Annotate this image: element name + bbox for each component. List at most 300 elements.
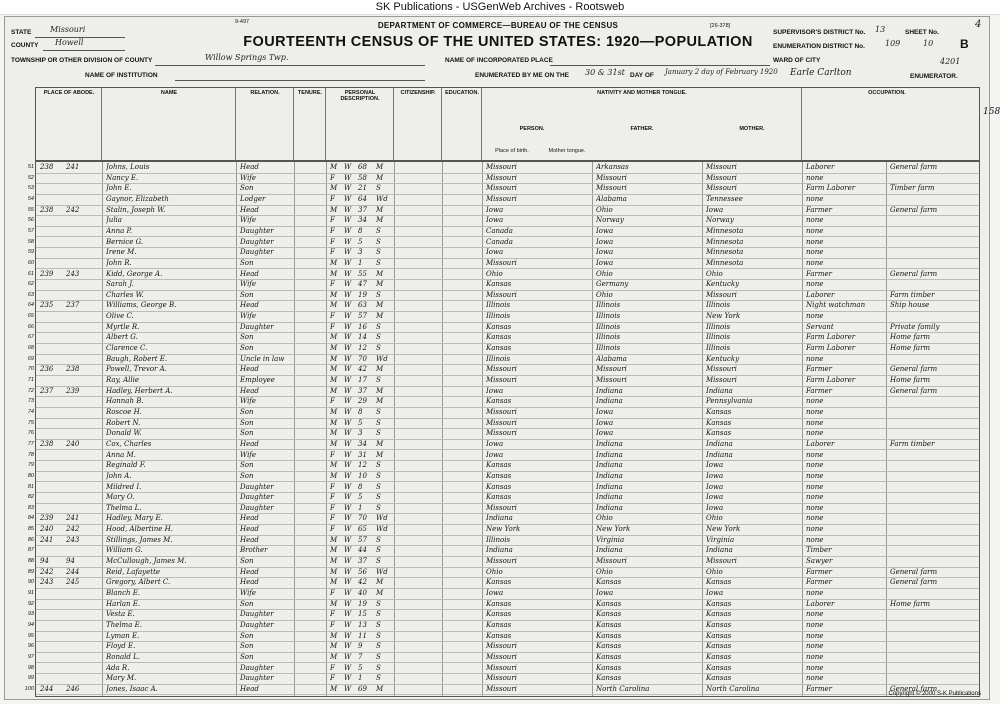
- cell-house: 242: [40, 567, 54, 576]
- enumerator-label: ENUMERATOR.: [910, 73, 958, 80]
- cell-birth: Illinois: [486, 535, 511, 544]
- cell-birth: Missouri: [486, 407, 517, 416]
- line-number: 58: [27, 238, 34, 245]
- cell-birth: Missouri: [486, 184, 517, 193]
- cell-mother: New York: [706, 525, 741, 534]
- cell-father: Ohio: [596, 514, 613, 523]
- cell-race: W: [344, 599, 352, 608]
- cell-house: 238: [40, 439, 54, 448]
- cell-industry: General farm: [890, 365, 938, 374]
- cell-mother: Minnesota: [706, 258, 744, 267]
- cell-relation: Son: [240, 290, 254, 299]
- cell-father: Kansas: [596, 663, 622, 672]
- cell-birth: Iowa: [486, 248, 504, 257]
- cell-mother: Kansas: [706, 674, 732, 683]
- cell-birth: Missouri: [486, 429, 517, 438]
- cell-sex: M: [330, 557, 338, 566]
- cell-name: Mary O.: [106, 493, 135, 502]
- cell-sex: F: [330, 312, 335, 321]
- cell-age: 37: [358, 205, 367, 214]
- line-number: 65: [27, 313, 34, 320]
- cell-family: 94: [66, 557, 75, 566]
- cell-race: W: [344, 684, 352, 693]
- line-number: 91: [27, 590, 34, 596]
- cell-mother: Iowa: [706, 482, 724, 491]
- line-number: 73: [27, 398, 34, 405]
- cell-occupation: none: [806, 610, 824, 619]
- cell-age: 7: [358, 652, 363, 661]
- cell-age: 8: [358, 407, 363, 416]
- cell-name: John A.: [106, 471, 132, 480]
- cell-occupation: Farm Laborer: [806, 376, 856, 384]
- cell-age: 1: [358, 503, 363, 512]
- cell-relation: Head: [240, 269, 259, 278]
- cell-marital: M: [376, 163, 384, 171]
- cell-father: New York: [596, 525, 631, 534]
- cell-marital: M: [376, 578, 384, 587]
- line-number: 97: [27, 653, 34, 660]
- cell-relation: Head: [240, 514, 259, 523]
- cell-industry: Ship house: [890, 301, 930, 310]
- cell-industry: General farm: [890, 567, 938, 576]
- cell-birth: Missouri: [486, 652, 517, 661]
- cell-industry: General farm: [890, 269, 938, 278]
- cell-house: 94: [40, 557, 49, 566]
- cell-marital: S: [376, 376, 381, 384]
- cell-marital: S: [376, 610, 381, 619]
- cell-occupation: Farm Laborer: [806, 344, 856, 353]
- cell-marital: S: [376, 258, 381, 267]
- cell-mother: Missouri: [706, 173, 737, 182]
- cell-marital: M: [376, 173, 384, 182]
- group-relation: RELATION.: [250, 90, 280, 96]
- cell-birth: Missouri: [486, 194, 517, 203]
- line-number: 98: [27, 664, 34, 671]
- cell-house: 240: [40, 525, 54, 534]
- group-tenure: TENURE.: [297, 90, 323, 96]
- cell-relation: Daughter: [240, 610, 274, 619]
- cell-name: Floyd E.: [106, 642, 136, 651]
- cell-age: 12: [358, 461, 367, 470]
- cell-occupation: none: [806, 450, 824, 459]
- cell-family: 246: [66, 684, 80, 693]
- cell-house: 238: [40, 163, 54, 171]
- cell-birth: Kansas: [486, 599, 512, 608]
- cell-industry: Farm timber: [890, 290, 935, 299]
- line-number: 51: [27, 164, 34, 170]
- cell-birth: Missouri: [486, 557, 517, 566]
- cell-marital: M: [376, 312, 384, 321]
- cell-name: Robert N.: [106, 418, 141, 427]
- cell-industry: Home farm: [890, 599, 931, 608]
- cell-occupation: none: [806, 525, 824, 534]
- cell-sex: F: [330, 248, 335, 257]
- cell-occupation: Timber: [806, 546, 832, 555]
- cell-sex: M: [330, 652, 338, 661]
- cell-father: Virginia: [596, 535, 625, 544]
- cell-father: Kansas: [596, 674, 622, 683]
- cell-relation: Daughter: [240, 322, 274, 331]
- enumeration-label: ENUMERATION DISTRICT No.: [773, 43, 865, 50]
- cell-occupation: none: [806, 258, 824, 267]
- cell-name: Charles W.: [106, 290, 144, 299]
- cell-race: W: [344, 493, 352, 502]
- cell-family: 240: [66, 439, 80, 448]
- cell-family: 243: [66, 535, 80, 544]
- cell-marital: S: [376, 674, 381, 683]
- cell-father: Iowa: [596, 407, 614, 416]
- cell-race: W: [344, 205, 352, 214]
- cell-sex: M: [330, 429, 338, 438]
- cell-age: 3: [358, 429, 363, 438]
- cell-mother: Kansas: [706, 620, 732, 629]
- cell-name: Hadley, Mary E.: [106, 514, 163, 523]
- cell-relation: Head: [240, 205, 259, 214]
- group-person: PERSON.: [519, 126, 545, 132]
- cell-sex: M: [330, 599, 338, 608]
- cell-family: 243: [66, 269, 80, 278]
- cell-sex: M: [330, 567, 338, 576]
- cell-occupation: none: [806, 397, 824, 406]
- cell-birth: Missouri: [486, 376, 517, 384]
- line-number: 75: [27, 419, 34, 426]
- cell-occupation: none: [806, 535, 824, 544]
- cell-name: Hadley, Herbert A.: [106, 386, 173, 395]
- side-number: 158: [983, 107, 1000, 117]
- archive-banner: SK Publications - USGenWeb Archives - Rootsweb: [0, 0, 1000, 15]
- cell-industry: Timber farm: [890, 184, 935, 193]
- cell-race: W: [344, 322, 352, 331]
- cell-mother: Iowa: [706, 589, 724, 597]
- cell-mother: Kansas: [706, 599, 732, 608]
- cell-name: Ada R.: [106, 663, 130, 672]
- cell-birth: Kansas: [486, 493, 512, 502]
- cell-birth: Missouri: [486, 258, 517, 267]
- cell-father: Illinois: [596, 333, 621, 342]
- cell-birth: Iowa: [486, 589, 504, 597]
- cell-sex: F: [330, 194, 335, 203]
- cell-relation: Head: [240, 578, 259, 587]
- person-birth-header: Place of birth.: [495, 148, 529, 154]
- cell-age: 14: [358, 333, 367, 342]
- county-value: Howell: [55, 38, 84, 47]
- cell-sex: M: [330, 578, 338, 587]
- state-value: Missouri: [50, 25, 86, 34]
- cell-name: Thelma E.: [106, 620, 142, 629]
- cell-race: W: [344, 567, 352, 576]
- cell-name: Nancy E.: [106, 173, 139, 182]
- cell-industry: Home farm: [890, 376, 931, 384]
- cell-race: W: [344, 216, 352, 225]
- cell-sex: M: [330, 163, 338, 171]
- cell-name: Ray, Allie: [106, 376, 139, 384]
- group-mother: MOTHER.: [739, 126, 765, 132]
- cell-age: 37: [358, 386, 367, 395]
- cell-occupation: none: [806, 620, 824, 629]
- line-number: 88: [27, 558, 34, 565]
- cell-sex: F: [330, 589, 335, 597]
- cell-birth: Iowa: [486, 216, 504, 225]
- cell-name: Powell, Trevor A.: [106, 365, 167, 374]
- cell-name: Irene M.: [106, 248, 137, 257]
- cell-race: W: [344, 354, 352, 363]
- cell-race: W: [344, 301, 352, 310]
- cell-birth: Kansas: [486, 280, 512, 289]
- cell-occupation: none: [806, 589, 824, 597]
- line-number: 87: [27, 547, 34, 554]
- cell-birth: Indiana: [486, 514, 513, 523]
- cell-birth: Illinois: [486, 312, 511, 321]
- cell-occupation: none: [806, 471, 824, 480]
- cell-father: Indiana: [596, 397, 623, 406]
- cell-age: 57: [358, 535, 367, 544]
- cell-relation: Wife: [240, 173, 257, 182]
- cell-mother: Illinois: [706, 322, 731, 331]
- cell-marital: M: [376, 365, 384, 374]
- cell-name: Lyman E.: [106, 631, 140, 640]
- cell-race: W: [344, 184, 352, 193]
- cell-family: 237: [66, 301, 80, 310]
- cell-occupation: none: [806, 652, 824, 661]
- group-personal: PERSONAL DESCRIPTION.: [340, 90, 380, 102]
- cell-relation: Daughter: [240, 493, 274, 502]
- cell-marital: S: [376, 503, 381, 512]
- cell-father: Kansas: [596, 642, 622, 651]
- cell-age: 55: [358, 269, 367, 278]
- cell-house: 236: [40, 365, 54, 374]
- cell-mother: Missouri: [706, 376, 737, 384]
- cell-birth: Kansas: [486, 322, 512, 331]
- line-number: 96: [27, 643, 34, 650]
- cell-relation: Uncle in law: [240, 354, 285, 363]
- cell-birth: Missouri: [486, 684, 517, 693]
- cell-father: Kansas: [596, 620, 622, 629]
- cell-name: Reginald F.: [106, 461, 146, 470]
- cell-relation: Wife: [240, 397, 257, 406]
- cell-father: Indiana: [596, 482, 623, 491]
- cell-relation: Son: [240, 652, 254, 661]
- cell-industry: General farm: [890, 684, 938, 693]
- cell-mother: Missouri: [706, 163, 737, 171]
- cell-race: W: [344, 557, 352, 566]
- cell-occupation: Farmer: [806, 269, 833, 278]
- cell-race: W: [344, 386, 352, 395]
- cell-family: 244: [66, 567, 80, 576]
- cell-mother: Kansas: [706, 642, 732, 651]
- cell-marital: Wd: [376, 567, 388, 576]
- cell-sex: F: [330, 173, 335, 182]
- cell-age: 17: [358, 376, 367, 384]
- cell-relation: Head: [240, 386, 259, 395]
- cell-name: McCullough, James M.: [106, 557, 187, 566]
- cell-relation: Son: [240, 344, 254, 353]
- cell-name: Harlan E.: [106, 599, 141, 608]
- line-number: 92: [27, 600, 34, 607]
- cell-family: 241: [66, 514, 80, 523]
- cell-marital: M: [376, 301, 384, 310]
- cell-race: W: [344, 429, 352, 438]
- group-father: FATHER.: [630, 126, 654, 132]
- cell-relation: Son: [240, 557, 254, 566]
- cell-father: Iowa: [596, 258, 614, 267]
- cell-occupation: Farmer: [806, 684, 833, 693]
- cell-father: Illinois: [596, 312, 621, 321]
- cell-age: 3: [358, 248, 363, 257]
- cell-marital: S: [376, 429, 381, 438]
- cell-race: W: [344, 407, 352, 416]
- cell-sex: F: [330, 663, 335, 672]
- cell-name: Olive C.: [106, 312, 134, 321]
- cell-mother: New York: [706, 312, 741, 321]
- cell-birth: Missouri: [486, 173, 517, 182]
- cell-mother: Kentucky: [706, 280, 740, 289]
- cell-birth: Kansas: [486, 578, 512, 587]
- cell-age: 47: [358, 280, 367, 289]
- cell-sex: F: [330, 216, 335, 225]
- cell-occupation: none: [806, 642, 824, 651]
- cell-sex: F: [330, 525, 335, 534]
- cell-birth: Kansas: [486, 620, 512, 629]
- line-number: 66: [27, 323, 34, 330]
- cell-relation: Son: [240, 461, 254, 470]
- person-tongue-header: Mother tongue.: [548, 148, 586, 154]
- corner-number: 4201: [940, 57, 961, 66]
- cell-father: North Carolina: [596, 684, 650, 693]
- cell-occupation: none: [806, 461, 824, 470]
- cell-mother: Iowa: [706, 205, 724, 214]
- cell-race: W: [344, 642, 352, 651]
- line-number: 64: [27, 302, 34, 309]
- cell-father: Indiana: [596, 450, 623, 459]
- cell-mother: Kentucky: [706, 354, 740, 363]
- cell-father: Iowa: [596, 226, 614, 235]
- cell-industry: General farm: [890, 386, 938, 395]
- cell-house: 239: [40, 514, 54, 523]
- cell-birth: Ohio: [486, 567, 503, 576]
- cell-age: 34: [358, 216, 367, 225]
- sheet-value: 10: [923, 39, 934, 48]
- cell-mother: Kansas: [706, 631, 732, 640]
- cell-name: Jones, Isaac A.: [106, 684, 158, 693]
- cell-father: Iowa: [596, 429, 614, 438]
- line-number: 74: [27, 408, 34, 415]
- cell-birth: Iowa: [486, 450, 504, 459]
- cell-race: W: [344, 450, 352, 459]
- cell-father: Illinois: [596, 322, 621, 331]
- cell-sex: F: [330, 674, 335, 683]
- cell-house: 243: [40, 578, 54, 587]
- cell-marital: S: [376, 535, 381, 544]
- sheet-label: SHEET No.: [905, 29, 939, 36]
- cell-house: 238: [40, 205, 54, 214]
- cell-mother: Missouri: [706, 290, 737, 299]
- cell-mother: Ohio: [706, 269, 723, 278]
- cell-father: Ohio: [596, 290, 613, 299]
- cell-race: W: [344, 525, 352, 534]
- cell-name: Stalin, Joseph W.: [106, 205, 166, 214]
- cell-father: Illinois: [596, 344, 621, 353]
- cell-father: Arkansas: [596, 163, 629, 171]
- cell-name: Williams, George B.: [106, 301, 177, 310]
- cell-age: 13: [358, 620, 367, 629]
- township-label: TOWNSHIP OR OTHER DIVISION OF COUNTY: [11, 57, 153, 64]
- cell-occupation: Farmer: [806, 578, 833, 587]
- cell-birth: Kansas: [486, 344, 512, 353]
- line-number: 62: [27, 281, 34, 288]
- state-label: STATE: [11, 29, 32, 36]
- cell-birth: Missouri: [486, 663, 517, 672]
- copyright: Copyright © 2000 S-K Publications: [888, 691, 981, 697]
- cell-mother: Kansas: [706, 578, 732, 587]
- cell-mother: Iowa: [706, 471, 724, 480]
- line-number: 70: [27, 366, 34, 373]
- cell-relation: Daughter: [240, 674, 274, 683]
- cell-father: Indiana: [596, 386, 623, 395]
- cell-relation: Son: [240, 429, 254, 438]
- cell-age: 34: [358, 439, 367, 448]
- cell-mother: Indiana: [706, 450, 733, 459]
- cell-father: Missouri: [596, 184, 627, 193]
- cell-age: 42: [358, 578, 367, 587]
- cell-relation: Brother: [240, 546, 268, 555]
- day-of-label: DAY OF: [630, 72, 654, 79]
- cell-occupation: Servant: [806, 322, 834, 331]
- cell-occupation: none: [806, 493, 824, 502]
- cell-marital: M: [376, 386, 384, 395]
- line-number: 57: [27, 227, 34, 234]
- cell-father: Indiana: [596, 439, 623, 448]
- cell-mother: Kansas: [706, 418, 732, 427]
- cell-race: W: [344, 663, 352, 672]
- cell-mother: Virginia: [706, 535, 735, 544]
- cell-race: W: [344, 503, 352, 512]
- cell-sex: M: [330, 535, 338, 544]
- cell-family: 245: [66, 578, 80, 587]
- cell-marital: S: [376, 652, 381, 661]
- cell-occupation: Farmer: [806, 365, 833, 374]
- cell-sex: F: [330, 610, 335, 619]
- cell-name: Reid, Lafayette: [106, 567, 161, 576]
- cell-mother: Indiana: [706, 439, 733, 448]
- cell-age: 5: [358, 418, 363, 427]
- line-number: 90: [27, 579, 34, 586]
- line-number: 99: [27, 675, 34, 682]
- cell-name: John E.: [106, 184, 132, 193]
- cell-mother: Illinois: [706, 344, 731, 353]
- cell-occupation: none: [806, 503, 824, 512]
- cell-relation: Wife: [240, 589, 257, 597]
- cell-occupation: none: [806, 482, 824, 491]
- cell-father: Missouri: [596, 173, 627, 182]
- cell-sex: M: [330, 546, 338, 555]
- cell-birth: Missouri: [486, 642, 517, 651]
- cell-relation: Daughter: [240, 248, 274, 257]
- cell-race: W: [344, 258, 352, 267]
- cell-marital: S: [376, 248, 381, 257]
- cell-relation: Head: [240, 163, 259, 171]
- cell-age: 57: [358, 312, 367, 321]
- cell-name: Vesta E.: [106, 610, 135, 619]
- cell-age: 40: [358, 589, 367, 597]
- cell-age: 11: [358, 631, 367, 640]
- cell-father: Kansas: [596, 610, 622, 619]
- department-heading: DEPARTMENT OF COMMERCE—BUREAU OF THE CENSUS: [377, 21, 619, 30]
- cell-race: W: [344, 546, 352, 555]
- cell-marital: Wd: [376, 514, 388, 523]
- cell-relation: Wife: [240, 450, 257, 459]
- cell-mother: Iowa: [706, 461, 724, 470]
- enumerated-month: January 2 day of February 1920: [665, 68, 778, 76]
